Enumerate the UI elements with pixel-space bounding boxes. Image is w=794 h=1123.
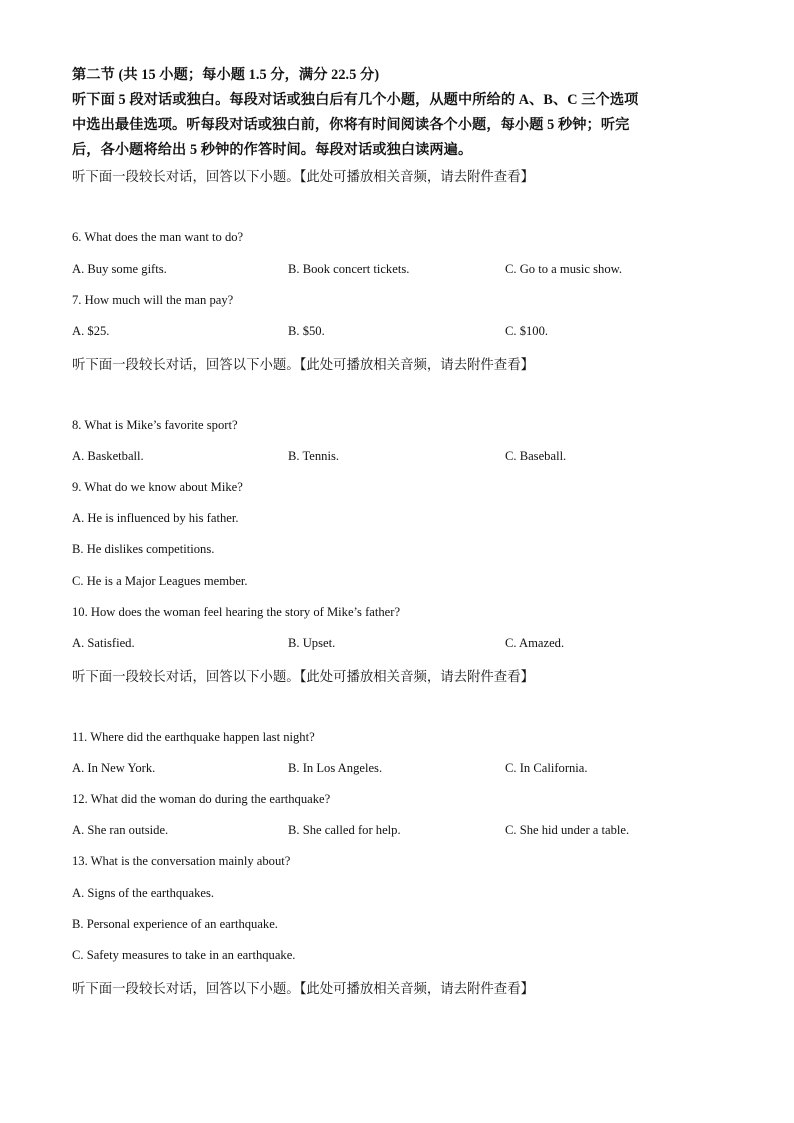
question-9-option-b: B. He dislikes competitions. bbox=[72, 542, 215, 556]
question-12-option-c: C. She hid under a table. bbox=[505, 823, 630, 837]
question-12-option-a: A. She ran outside. bbox=[72, 823, 169, 837]
question-13-option-c: C. Safety measures to take in an earthquake. bbox=[72, 948, 296, 962]
section-heading: 第二节 (共 15 小题；每小题 1.5 分，满分 22.5 分) bbox=[72, 67, 380, 83]
question-6-option-a: A. Buy some gifts. bbox=[72, 262, 167, 276]
question-6-option-b: B. Book concert tickets. bbox=[288, 262, 410, 276]
question-9-option-a: A. He is influenced by his father. bbox=[72, 511, 239, 525]
audio-note[interactable]: 听下面一段较长对话，回答以下小题。【此处可播放相关音频，请去附件查看】 bbox=[72, 669, 534, 684]
audio-note[interactable]: 听下面一段较长对话，回答以下小题。【此处可播放相关音频，请去附件查看】 bbox=[72, 981, 534, 996]
question-9-option-c: C. He is a Major Leagues member. bbox=[72, 574, 248, 588]
question-7-option-c: C. $100. bbox=[505, 324, 549, 338]
question-7-option-b: B. $50. bbox=[288, 324, 325, 338]
question-10-stem: 10. How does the woman feel hearing the story of Mike’s father? bbox=[72, 605, 401, 619]
question-12-option-b: B. She called for help. bbox=[288, 823, 401, 837]
instructions-line-3: 后，各小题将给出 5 秒钟的作答时间。每段对话或独白读两遍。 bbox=[72, 142, 473, 158]
instructions-line-1: 听下面 5 段对话或独白。每段对话或独白后有几个小题，从题中所给的 A、B、C 三个选项 bbox=[72, 92, 639, 108]
instructions-line-2: 中选出最佳选项。听每段对话或独白前，你将有时间阅读各个小题，每小题 5 秒钟；听完 bbox=[72, 117, 630, 133]
question-11-option-c: C. In California. bbox=[505, 761, 588, 775]
question-8-option-c: C. Baseball. bbox=[505, 449, 567, 463]
question-9-stem: 9. What do we know about Mike? bbox=[72, 480, 243, 494]
question-6-stem: 6. What does the man want to do? bbox=[72, 230, 244, 244]
question-11-option-b: B. In Los Angeles. bbox=[288, 761, 383, 775]
question-10-option-c: C. Amazed. bbox=[505, 636, 565, 650]
audio-note[interactable]: 听下面一段较长对话，回答以下小题。【此处可播放相关音频，请去附件查看】 bbox=[72, 357, 534, 372]
question-7-option-a: A. $25. bbox=[72, 324, 110, 338]
question-12-stem: 12. What did the woman do during the earthquake? bbox=[72, 792, 331, 806]
question-13-stem: 13. What is the conversation mainly about? bbox=[72, 854, 291, 868]
question-10-option-b: B. Upset. bbox=[288, 636, 336, 650]
question-11-stem: 11. Where did the earthquake happen last night? bbox=[72, 730, 315, 744]
question-13-option-b: B. Personal experience of an earthquake. bbox=[72, 917, 278, 931]
question-10-option-a: A. Satisfied. bbox=[72, 636, 135, 650]
question-8-option-a: A. Basketball. bbox=[72, 449, 144, 463]
question-6-option-c: C. Go to a music show. bbox=[505, 262, 623, 276]
audio-note[interactable]: 听下面一段较长对话，回答以下小题。【此处可播放相关音频，请去附件查看】 bbox=[72, 169, 534, 184]
question-7-stem: 7. How much will the man pay? bbox=[72, 293, 234, 307]
question-13-option-a: A. Signs of the earthquakes. bbox=[72, 886, 214, 900]
question-8-option-b: B. Tennis. bbox=[288, 449, 340, 463]
question-8-stem: 8. What is Mike’s favorite sport? bbox=[72, 418, 238, 432]
question-11-option-a: A. In New York. bbox=[72, 761, 156, 775]
